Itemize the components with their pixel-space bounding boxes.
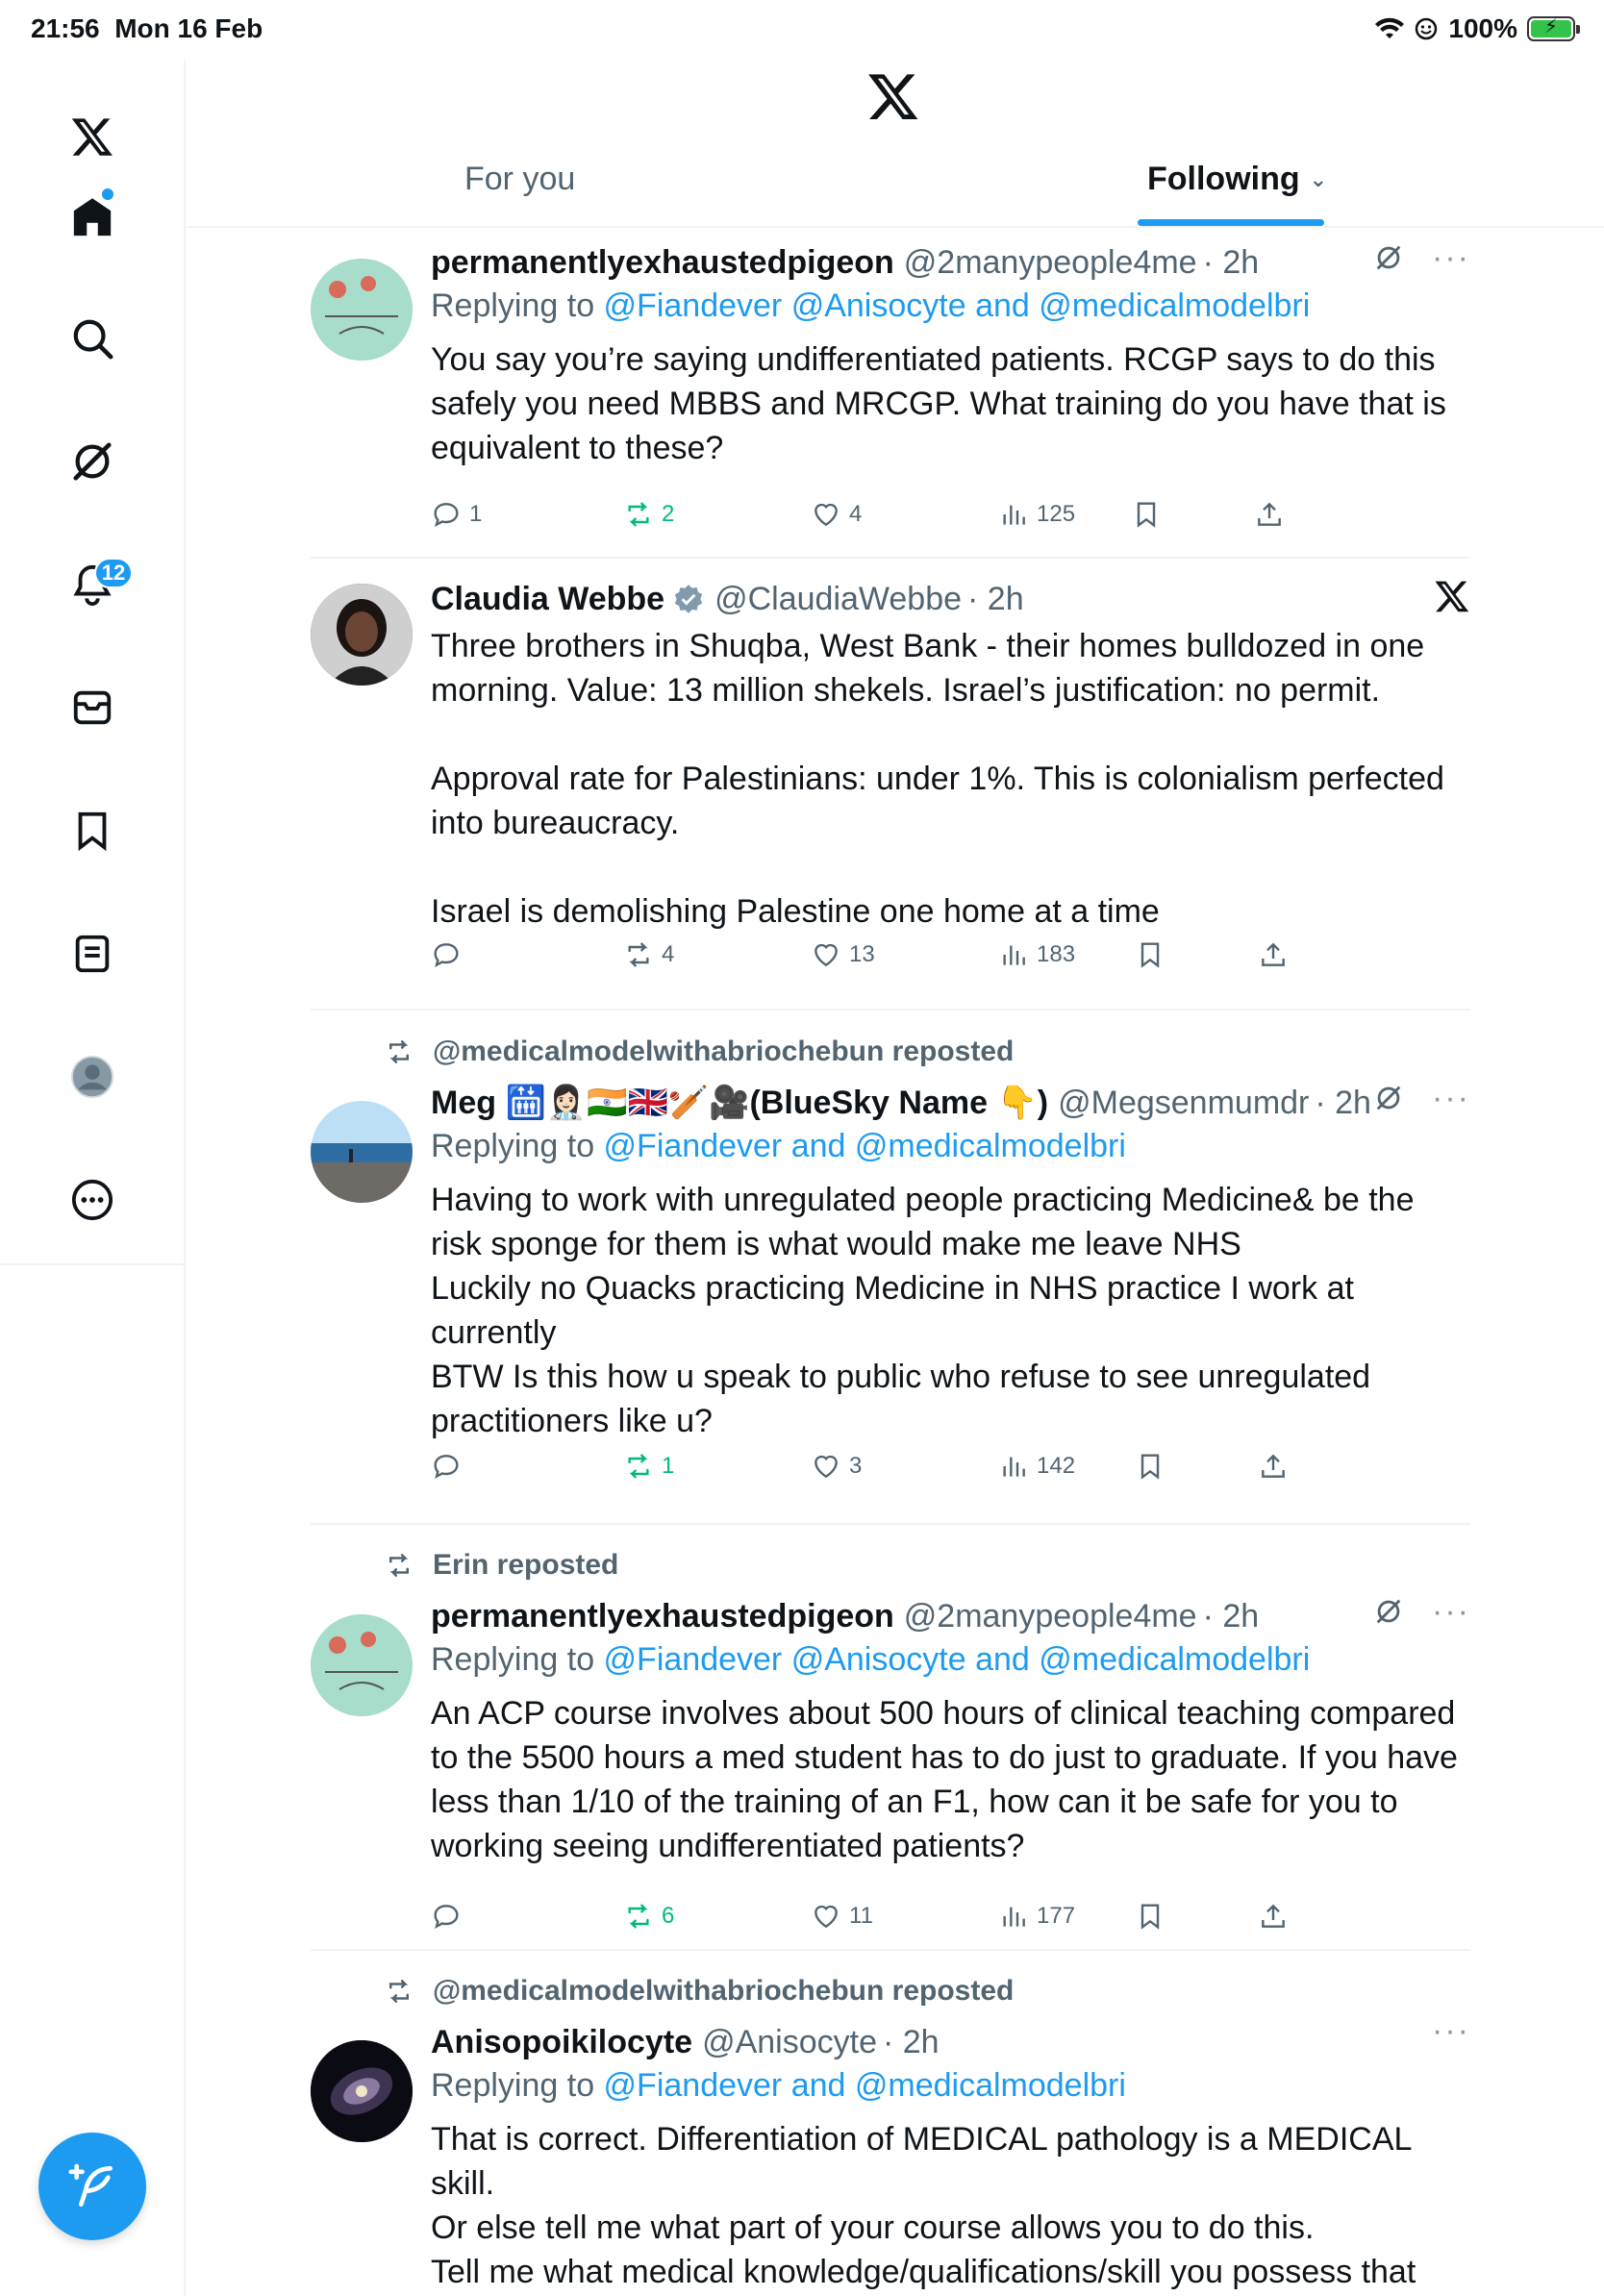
heart-icon (811, 499, 841, 530)
reply-button[interactable] (431, 1901, 469, 1932)
reply-icon (431, 1901, 462, 1932)
avatar[interactable] (311, 584, 413, 686)
views-icon (998, 939, 1029, 970)
share-button[interactable] (1258, 1451, 1289, 1482)
tab-following[interactable]: Following ⌄ (1147, 161, 1328, 197)
more-options-icon[interactable]: ··· (1432, 1080, 1470, 1116)
reply-icon (431, 939, 462, 970)
like-button[interactable]: 13 (811, 939, 875, 970)
post-top-icons (1372, 1595, 1470, 1628)
author-handle[interactable]: @2manypeople4me (903, 1598, 1197, 1635)
repost-button[interactable]: 6 (623, 1901, 674, 1932)
post-header (431, 2012, 1470, 2063)
views-icon (998, 1901, 1029, 1932)
post-actions (431, 1451, 1392, 1489)
notifications-badge: 12 (94, 558, 133, 588)
lists-icon[interactable] (62, 923, 123, 985)
post-header (431, 578, 1470, 620)
post-divider (311, 1009, 1470, 1011)
post-time: · 2h (882, 2024, 940, 2060)
post-text: Three brothers in Shuqba, West Bank - their homes bulldozed in one morning. Value: 13 million shekels. Israel’s justification: no permit. Approval rate for Palestinians: under 1%. This is colonialism perfected into bureaucracy. Israel is demolishing Palestine one home at a time (431, 628, 1444, 930)
reposted-by: @medicalmodelwithabriochebun reposted (383, 1036, 1014, 1068)
search-icon[interactable] (62, 308, 123, 369)
reply-icon (431, 1451, 462, 1482)
heart-icon (811, 939, 841, 970)
reply-mentions[interactable]: @Fiandever @Anisocyte and @medicalmodelbri (603, 287, 1311, 324)
timeline-feed (186, 228, 1604, 2296)
status-right (1375, 13, 1575, 44)
post[interactable] (311, 241, 1470, 530)
post-header (431, 241, 1470, 284)
status-time: 21:56 Mon 16 Feb (31, 13, 263, 43)
profile-avatar-icon[interactable] (62, 1046, 123, 1108)
share-button[interactable] (1258, 1901, 1289, 1932)
more-options-icon[interactable]: ··· (1432, 2012, 1470, 2049)
sidebar-divider (0, 1263, 184, 1265)
x-logo-icon[interactable] (62, 106, 123, 167)
author-handle[interactable]: @Anisocyte (702, 2024, 877, 2060)
post-actions (431, 939, 1392, 978)
heart-icon (811, 1451, 841, 1482)
bookmark-button[interactable] (1135, 1451, 1165, 1482)
repost-icon (623, 1901, 654, 1932)
repost-icon (623, 939, 654, 970)
post-time: · 2h (967, 581, 1024, 617)
views-button[interactable]: 183 (998, 939, 1075, 970)
compose-post-button[interactable] (38, 2133, 146, 2240)
replying-to: Replying to @Fiandever and @medicalmodelbri (431, 2067, 1126, 2104)
views-icon (998, 1451, 1029, 1482)
grok-icon[interactable] (1372, 241, 1405, 274)
chevron-down-icon: ⌄ (1309, 167, 1328, 191)
post-top-icons (1432, 2012, 1470, 2049)
bookmark-icon (1131, 499, 1162, 530)
repost-button[interactable]: 1 (623, 1451, 674, 1482)
repost-icon (623, 1451, 654, 1482)
share-icon (1258, 939, 1289, 970)
verified-badge-icon (672, 583, 705, 615)
battery-percent: 100% (1448, 13, 1517, 43)
avatar[interactable] (311, 259, 413, 361)
more-options-icon[interactable]: ··· (1432, 1593, 1470, 1630)
reposted-by: Erin reposted (383, 1549, 618, 1582)
reply-mentions[interactable]: @Fiandever @Anisocyte and @medicalmodelbri (603, 1641, 1311, 1678)
repost-button[interactable]: 4 (623, 939, 674, 970)
share-button[interactable] (1254, 499, 1285, 530)
tab-for-you[interactable]: For you (464, 161, 576, 197)
post-actions (431, 1901, 1392, 1939)
share-icon (1258, 1451, 1289, 1482)
post-top-icons (1434, 578, 1470, 614)
post-text: Having to work with unregulated people practicing Medicine& be the risk sponge for them is what would make me leave NHS Luckily no Quacks practicing Medicine in NHS practice I work at currently BTW Is this how u speak to public who refuse to see unregulated practitioners like u? (431, 1182, 1415, 1439)
like-button[interactable]: 4 (811, 499, 862, 530)
post[interactable] (311, 578, 1470, 967)
sidebar (0, 60, 186, 2296)
bookmark-icon (1135, 939, 1165, 970)
battery-icon: ⚡ (1527, 16, 1575, 41)
author-handle[interactable]: @Megsenmumdr (1058, 1085, 1310, 1121)
bookmark-button[interactable] (1135, 1901, 1165, 1932)
repost-icon (383, 1037, 415, 1066)
active-tab-indicator (1138, 219, 1324, 226)
reply-mentions[interactable]: @Fiandever and @medicalmodelbri (603, 2067, 1126, 2104)
post-text: You say you’re saying undifferentiated patients. RCGP says to do this safely you need MBBS and MRCGP. What training do you have that is equivalent to these? (431, 341, 1446, 466)
replying-to: Replying to @Fiandever @Anisocyte and @medicalmodelbri (431, 1641, 1311, 1678)
reply-button[interactable]: 1 (431, 499, 482, 530)
share-icon (1254, 499, 1285, 530)
post-divider (311, 1949, 1470, 1951)
grok-icon[interactable] (62, 431, 123, 492)
more-icon[interactable] (62, 1169, 123, 1231)
repost-button[interactable]: 2 (623, 499, 674, 530)
grok-icon[interactable] (1372, 1595, 1405, 1628)
bookmark-button[interactable] (1135, 939, 1165, 970)
repost-icon (623, 499, 654, 530)
post-divider (311, 557, 1470, 559)
views-icon (998, 499, 1029, 530)
post[interactable] (311, 1595, 1470, 1941)
post[interactable] (311, 1080, 1470, 1479)
like-button[interactable]: 3 (811, 1451, 862, 1482)
replying-to: Replying to @Fiandever and @medicalmodelbri (431, 1128, 1126, 1164)
bookmark-icon (1135, 1901, 1165, 1932)
home-icon[interactable] (62, 187, 123, 248)
bookmark-button[interactable] (1131, 499, 1162, 530)
repost-icon (383, 1977, 415, 2006)
repost-icon (383, 1551, 415, 1580)
bookmarks-icon[interactable] (62, 800, 123, 861)
like-button[interactable]: 11 (811, 1901, 873, 1932)
avatar[interactable] (311, 1614, 413, 1716)
views-button[interactable]: 142 (998, 1451, 1075, 1482)
author-name[interactable]: Anisopoikilocyte (431, 2024, 693, 2060)
more-options-icon[interactable]: ··· (1432, 239, 1470, 276)
reposted-by: @medicalmodelwithabriochebun reposted (383, 1975, 1014, 2008)
bookmark-icon (1135, 1451, 1165, 1482)
heart-icon (811, 1901, 841, 1932)
share-icon (1258, 1901, 1289, 1932)
reply-button[interactable] (431, 939, 469, 970)
views-button[interactable]: 177 (998, 1901, 1075, 1932)
author-name[interactable]: Claudia Webbe (431, 581, 665, 617)
status-bar (0, 0, 1604, 60)
x-logo-icon[interactable] (1434, 578, 1470, 614)
post-time: · 2h (1315, 1085, 1371, 1121)
reply-icon (431, 499, 462, 530)
reply-mentions[interactable]: @Fiandever and @medicalmodelbri (603, 1128, 1126, 1164)
views-button[interactable]: 125 (998, 499, 1075, 530)
post-time: · 2h (1202, 1598, 1260, 1635)
wifi-icon (1375, 17, 1404, 40)
focus-icon (1414, 16, 1439, 41)
post-text: That is correct. Differentiation of MEDICAL pathology is a MEDICAL skill. Or else tell me what part of your course allows you to do this. Tell me what medical knowledge/qualifications/skill you possess that (431, 2121, 1416, 2290)
post-text: An ACP course involves about 500 hours of clinical teaching compared to the 5500 hours a med student has to do just to graduate. If you have less than 1/10 of the training of an F1, how can it be safe for you to working seeing undifferentiated patients? (431, 1695, 1458, 1864)
timeline-header (186, 60, 1604, 228)
author-handle[interactable]: @2manypeople4me (903, 244, 1197, 281)
author-handle[interactable]: @ClaudiaWebbe (714, 581, 963, 617)
home-unread-dot (102, 188, 113, 200)
grok-icon[interactable] (1372, 1082, 1405, 1114)
post-top-icons (1372, 241, 1470, 274)
avatar[interactable] (311, 1101, 413, 1203)
post-time: · 2h (1202, 244, 1260, 281)
x-logo-icon[interactable] (866, 69, 920, 123)
post[interactable] (311, 2012, 1470, 2296)
share-button[interactable] (1258, 939, 1289, 970)
post-header (431, 1595, 1470, 1637)
feather-plus-icon (65, 2159, 119, 2213)
reply-button[interactable] (431, 1451, 469, 1482)
replying-to: Replying to @Fiandever @Anisocyte and @medicalmodelbri (431, 287, 1311, 324)
post-top-icons (1372, 1082, 1470, 1114)
author-name[interactable]: permanentlyexhaustedpigeon (431, 1598, 894, 1635)
post-divider (311, 1523, 1470, 1525)
author-name[interactable]: permanentlyexhaustedpigeon (431, 244, 894, 281)
author-name[interactable]: Meg 🛗👩🏻‍⚕️🇮🇳🇬🇧🏏🎥(BlueSky Name 👇) (431, 1085, 1049, 1121)
messages-icon[interactable] (62, 677, 123, 738)
avatar[interactable] (311, 2040, 413, 2142)
post-actions (431, 499, 1392, 537)
post-header (431, 1082, 1470, 1124)
